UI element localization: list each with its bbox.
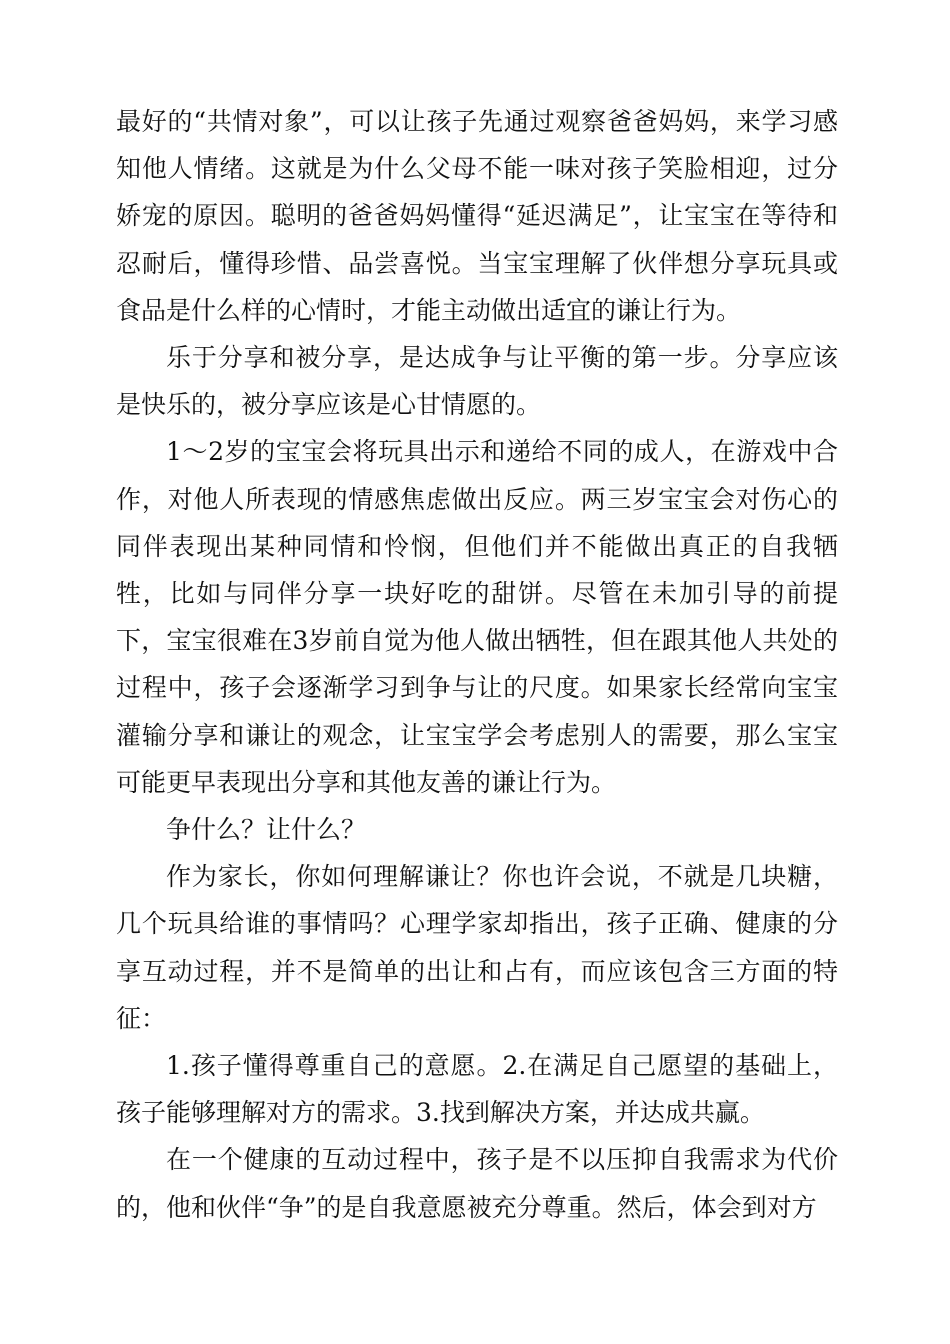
paragraph-toddler-development: 1～2岁的宝宝会将玩具出示和递给不同的成人，在游戏中合作，对他人所表现的情感焦虑做出反应。两三岁宝宝会对伤心的同伴表现出某种同情和怜悯，但他们并不能做出真正的自我牺牲，比如与同伴分享一块好吃的甜饼。尽管在未加引导的前提下，宝宝很难在3岁前自觉为他人做出牺牲，但在跟其他人共处的过程中，孩子会逐渐学习到争与让的尺度。如果家长经常向宝宝灌输分享和谦让的观念，让宝宝学会考虑别人的需要，那么宝宝可能更早表现出分享和其他友善的谦让行为。 bbox=[116, 437, 838, 797]
paragraph-three-features: 1.孩子懂得尊重自己的意愿。2.在满足自己愿望的基础上，孩子能够理解对方的需求。3.找到解决方案，并达成共赢。 bbox=[116, 1051, 838, 1128]
paragraph-sharing-first-step: 乐于分享和被分享，是达成争与让平衡的第一步。分享应该是快乐的，被分享应该是心甘情愿的。 bbox=[116, 343, 838, 420]
paragraph-empathy-continued: 最好的“共情对象”，可以让孩子先通过观察爸爸妈妈，来学习感知他人情绪。这就是为什么父母不能一味对孩子笑脸相迎，过分娇宠的原因。聪明的爸爸妈妈懂得“延迟满足”，让宝宝在等待和忍耐后，懂得珍惜、品尝喜悦。当宝宝理解了伙伴想分享玩具或食品是什么样的心情时，才能主动做出适宜的谦让行为。 bbox=[116, 107, 838, 325]
paragraph-healthy-interaction: 在一个健康的互动过程中，孩子是不以压抑自我需求为代价的，他和伙伴“争”的是自我意愿被充分尊重。然后，体会到对方 bbox=[116, 1145, 838, 1222]
paragraph-understanding-modesty: 作为家长，你如何理解谦让？你也许会说，不就是几块糖，几个玩具给谁的事情吗？心理学家却指出，孩子正确、健康的分享互动过程，并不是简单的出让和占有，而应该包含三方面的特征： bbox=[116, 862, 838, 1033]
section-heading-what-to-compete: 争什么？让什么？ bbox=[166, 815, 367, 845]
document-body bbox=[116, 98, 838, 1231]
